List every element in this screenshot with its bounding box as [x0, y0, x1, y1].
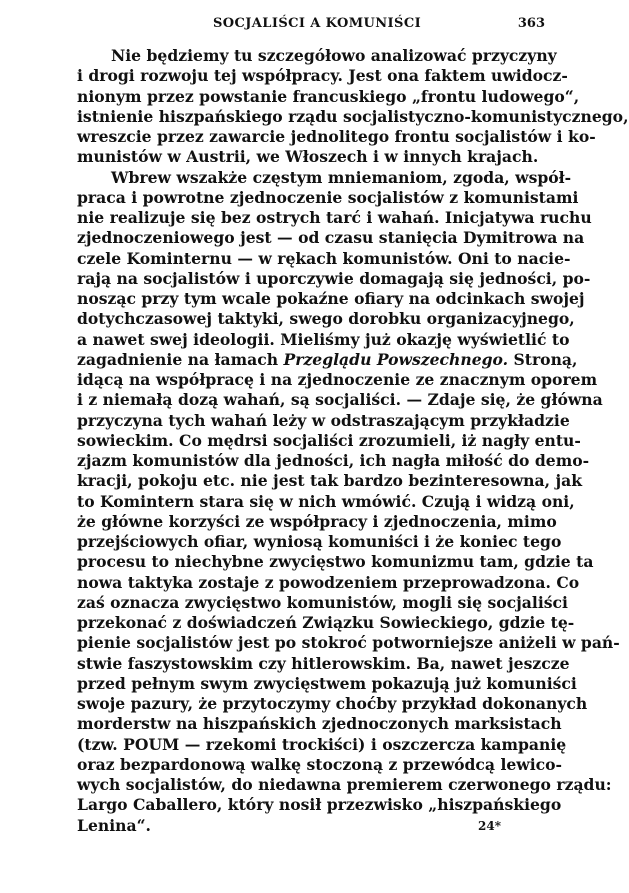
text-line: a nawet swej ideologii. Mieliśmy już okazję wyświetlić to	[77, 329, 570, 349]
running-head	[75, 16, 545, 38]
text-line: zjednoczeniowego jest — od czasu stanięcia Dymitrowa na	[77, 228, 585, 248]
journal-title: Przeglądu Powszechnego.	[283, 349, 509, 369]
text-line: to Komintern stara się w nich wmówić. Czują i widzą oni,	[77, 491, 575, 511]
text-line: wreszcie przez zawarcie jednolitego frontu socjalistów i ko-	[77, 127, 596, 146]
text-line-with-journal	[77, 349, 578, 370]
text-line: Nie będziemy tu szczegółowo analizować przyczyny	[111, 46, 557, 65]
text-line: i z niemałą dozą wahań, są socjaliści. — Zdaje się, że główna	[77, 390, 603, 410]
text-line: idącą na współpracę i na zjednoczenie ze znacznym oporem	[77, 370, 598, 389]
body-text	[77, 46, 629, 836]
text-line: oraz bezpardonową walkę stoczoną z przewódcą lewico-	[77, 754, 563, 774]
text-line: czele Kominternu — w rękach komunistów. Oni to nacie-	[77, 248, 571, 268]
text-line: zjazm komunistów dla jedności, ich nagła miłość do demo-	[77, 451, 590, 470]
text-line: kracji, pokoju etc. nie jest tak bardzo bezinteresowna, jak	[77, 471, 583, 491]
text-line: nie realizuje się bez ostrych tarć i wahań. Inicjatywa ruchu	[77, 208, 592, 227]
text-line: przejściowych ofiar, wyniosą komuniści i że koniec tego	[77, 532, 562, 551]
text-line: dotychczasowej taktyki, swego dorobku organizacyjnego,	[77, 309, 575, 329]
running-title: SOCJALIŚCI A KOMUNIŚCI	[213, 16, 422, 31]
text-line: pienie socjalistów jest po stokroć potworniejsze aniżeli w pań-	[77, 633, 620, 653]
text-line: procesu to niechybne zwycięstwo komunizmu tam, gdzie ta	[77, 552, 594, 572]
text-line: Wbrew wszakże częstym mniemaniom, zgoda, współ-	[111, 167, 572, 187]
page-number: 363	[517, 16, 545, 31]
text-line: Lenina“.	[77, 815, 151, 835]
text-fragment: zagadnienie na łamach	[77, 349, 284, 369]
text-line: praca i powrotne zjednoczenie socjalistów z komunistami	[77, 187, 579, 207]
text-fragment: Stroną,	[508, 349, 578, 369]
text-line: nionym przez powstanie francuskiego „frontu ludowego“,	[77, 86, 580, 106]
text-line: że główne korzyści ze współpracy i zjednoczenia, mimo	[77, 511, 557, 531]
text-line: swoje pazury, że przytoczymy choćby przykład dokonanych	[77, 694, 588, 713]
text-line: przed pełnym swym zwycięstwem pokazują już komuniści	[77, 673, 577, 693]
text-line: przyczyna tych wahań leży w odstraszającym przykładzie	[77, 410, 570, 430]
text-line: wych socjalistów, do niedawna premierem czerwonego rządu:	[77, 775, 612, 794]
text-line: munistów w Austrii, we Włoszech i w innych krajach.	[77, 147, 539, 167]
text-line: i drogi rozwoju tej współpracy. Jest ona faktem uwidocz-	[77, 66, 568, 86]
text-line: Largo Caballero, który nosił przezwisko „hiszpańskiego	[77, 795, 562, 815]
text-line: stwie faszystowskim czy hitlerowskim. Ba, nawet jeszcze	[77, 653, 570, 673]
printer-signature-mark: 24*	[478, 819, 501, 833]
text-line: przekonać z doświadczeń Związku Sowieckiego, gdzie tę-	[77, 613, 575, 632]
text-line: (tzw. POUM — rzekomi trockiści) i oszczercza kampanię	[77, 734, 567, 754]
text-line: nowa taktyka zostaje z powodzeniem przeprowadzona. Co	[77, 572, 580, 592]
text-line: istnienie hiszpańskiego rządu socjalistyczno-komunistycznego,	[77, 106, 629, 126]
text-line: zaś oznacza zwycięstwo komunistów, mogli się socjaliści	[77, 592, 568, 612]
text-line: sowieckim. Co mędrsi socjaliści zrozumieli, iż nagły entu-	[77, 430, 581, 450]
text-line: morderstw na hiszpańskich zjednoczonych marksistach	[77, 714, 562, 734]
text-line: rają na socjalistów i uporczywie domagają się jedności, po-	[77, 268, 591, 288]
text-line: nosząc przy tym wcale pokaźne ofiary na odcinkach swojej	[77, 289, 585, 308]
